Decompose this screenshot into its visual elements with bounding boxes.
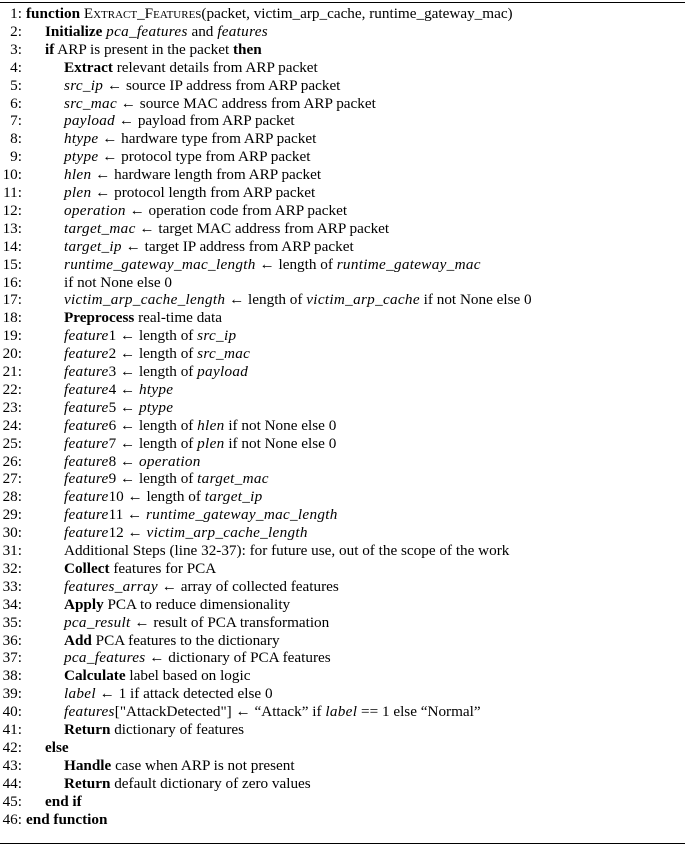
text-fragment: ← source IP address from ARP packet (103, 76, 341, 94)
line-number: 15: (2, 255, 22, 273)
line-number: 20: (2, 345, 22, 363)
algorithm-line (0, 739, 69, 757)
algorithm-line (0, 309, 222, 327)
line-number: 11: (3, 184, 22, 201)
algorithm-line (0, 703, 481, 721)
line-number: 23: (2, 398, 22, 416)
algorithm-line (0, 184, 315, 202)
variable: feature (64, 506, 109, 524)
line-number: 24: (2, 416, 22, 434)
line-number: 22: (2, 380, 22, 398)
line-text (26, 578, 339, 596)
text-fragment: if not None else 0 (419, 291, 532, 309)
line-text (26, 77, 340, 95)
variable: pca_features (64, 649, 146, 667)
keyword: end if (45, 792, 82, 810)
variable: feature (64, 327, 109, 345)
line-text (26, 811, 107, 829)
line-text (26, 220, 389, 238)
line-number: 10: (2, 166, 22, 184)
line-text (26, 309, 222, 327)
variable: src_ip (64, 76, 104, 94)
variable: feature (64, 470, 109, 488)
algorithm-line (0, 274, 172, 292)
line-text (26, 202, 347, 220)
line-text (26, 417, 336, 435)
line-number: 28: (2, 488, 22, 506)
variable: target_ip (204, 488, 263, 506)
line-number: 17: (2, 291, 22, 309)
algorithm-line (0, 77, 340, 95)
line-text (26, 739, 69, 757)
text-fragment: relevant details from ARP packet (112, 58, 318, 76)
variable: pca_features (106, 22, 188, 40)
variable: pca_result (64, 613, 131, 631)
algorithm-line (0, 721, 244, 739)
algorithm-line (0, 41, 262, 59)
text-fragment: ← hardware type from ARP packet (98, 130, 317, 148)
line-number: 43: (2, 756, 22, 774)
algorithm-line (0, 596, 290, 614)
line-number: 29: (2, 506, 22, 524)
variable: feature (64, 488, 109, 506)
line-number: 19: (2, 327, 22, 345)
algorithm-line (0, 399, 173, 417)
line-number: 9: (10, 148, 22, 166)
keyword: if (45, 40, 55, 58)
text-fragment: and (187, 22, 218, 40)
line-text (26, 381, 173, 399)
keyword: Return (64, 774, 111, 792)
variable: ptype (64, 148, 99, 166)
algorithm-line (0, 506, 338, 524)
text-fragment: ← protocol length from ARP packet (91, 184, 316, 201)
algorithm-line (0, 578, 339, 596)
line-text (26, 524, 308, 542)
algorithm-line (0, 488, 263, 506)
text-fragment: ← operation code from ARP packet (125, 201, 348, 219)
algorithm-line (0, 166, 321, 184)
variable: payload (197, 363, 249, 380)
line-number: 36: (2, 631, 22, 649)
algorithm-line (0, 775, 311, 793)
line-number: 41: (2, 721, 22, 738)
line-text (26, 256, 481, 274)
variable: operation (138, 452, 201, 470)
keyword: Collect (64, 559, 110, 577)
keyword: Handle (64, 756, 112, 774)
text-fragment: 3 ← length of (108, 363, 198, 380)
variable: label (64, 685, 96, 703)
line-text (26, 59, 318, 77)
line-number: 13: (2, 219, 22, 237)
text-fragment: 11 ← (108, 506, 146, 524)
line-text (26, 95, 376, 113)
line-number: 1: (10, 5, 22, 22)
variable: target_mac (197, 470, 269, 488)
keyword: Initialize (45, 22, 103, 40)
algorithm-line (0, 327, 236, 345)
variable: features (64, 703, 115, 721)
line-text (26, 596, 290, 614)
algorithm-line (0, 112, 295, 130)
text-fragment: 9 ← length of (108, 470, 198, 488)
text-fragment: 2 ← length of (108, 345, 198, 363)
line-number: 5: (10, 76, 22, 94)
line-number: 39: (2, 685, 22, 703)
line-number: 31: (2, 542, 22, 559)
algorithm-line (0, 667, 250, 685)
line-text (26, 41, 262, 59)
text-fragment: 4 ← (108, 380, 139, 398)
text-fragment: ← array of collected features (157, 577, 339, 595)
variable: payload (64, 112, 116, 130)
algorithm-line (0, 417, 336, 435)
text-fragment: == 1 else “Normal” (357, 703, 481, 721)
algorithm-line (0, 23, 268, 41)
algorithm-line (0, 256, 481, 274)
variable: feature (64, 434, 109, 452)
variable: src_mac (64, 94, 117, 112)
text-fragment: ← result of PCA transformation (130, 613, 330, 631)
text-fragment: ← dictionary of PCA features (145, 649, 331, 667)
line-text (26, 130, 316, 148)
bottom-rule (0, 843, 685, 844)
line-text (26, 560, 216, 578)
algorithm-line (0, 793, 82, 811)
variable: src_ip (197, 327, 237, 345)
line-text (26, 506, 338, 524)
line-text (26, 757, 295, 775)
variable: feature (64, 416, 109, 434)
algorithm-line (0, 148, 310, 166)
line-number: 21: (2, 363, 22, 380)
text-fragment: ← hardware length from ARP packet (91, 166, 322, 184)
text-fragment: ← source MAC address from ARP packet (117, 94, 376, 112)
line-text (26, 632, 280, 650)
variable: htype (64, 130, 99, 148)
keyword: Preprocess (64, 309, 135, 327)
text-fragment: PCA to reduce dimensionality (103, 595, 291, 613)
line-number: 44: (2, 774, 22, 792)
line-number: 2: (10, 22, 22, 40)
line-text (26, 721, 244, 739)
line-number: 35: (2, 613, 22, 631)
text-fragment: ← 1 if attack detected else 0 (95, 685, 273, 703)
keyword: Extract (64, 58, 113, 76)
algorithm-line (0, 811, 107, 829)
text-fragment: 10 ← length of (108, 488, 205, 506)
keyword: then (233, 40, 262, 58)
text-fragment: ← protocol type from ARP packet (98, 148, 311, 166)
line-text (26, 363, 248, 381)
line-text (26, 345, 250, 363)
line-number: 7: (10, 112, 22, 130)
text-fragment: if not None else 0 (224, 434, 337, 452)
algorithm-line (0, 649, 331, 667)
line-text (26, 291, 532, 309)
text-fragment: ← target MAC address from ARP packet (135, 219, 390, 237)
line-number: 12: (2, 201, 22, 219)
line-number: 27: (2, 470, 22, 488)
variable: target_ip (64, 237, 122, 255)
text-fragment: real-time data (134, 309, 222, 327)
line-text (26, 614, 329, 632)
line-text (26, 667, 250, 685)
line-text (26, 184, 315, 202)
line-text (26, 453, 201, 471)
line-number: 25: (2, 434, 22, 452)
variable: feature (64, 380, 109, 398)
line-number: 40: (2, 703, 22, 721)
text-fragment: ARP is present in the packet (54, 40, 233, 58)
algorithm-line (0, 220, 389, 238)
line-text (26, 685, 273, 703)
algorithm-line (0, 542, 509, 560)
algorithm-line (0, 470, 269, 488)
algorithm-line (0, 685, 273, 703)
line-text (26, 703, 481, 721)
line-number: 4: (10, 58, 22, 76)
variable: label (325, 703, 358, 721)
algorithm-line (0, 381, 173, 399)
text-fragment: ← target IP address from ARP packet (121, 237, 354, 255)
variable: features (217, 22, 268, 40)
keyword: Apply (64, 595, 104, 613)
line-text (26, 470, 269, 488)
variable: feature (64, 363, 109, 380)
line-number: 42: (2, 738, 22, 756)
line-number: 16: (2, 273, 22, 291)
algorithm-line (0, 614, 329, 632)
line-number: 14: (2, 237, 22, 255)
algorithm-line (0, 95, 376, 113)
top-rule (0, 2, 685, 3)
text-fragment: ["AttackDetected"] ← “Attack” if (114, 703, 326, 721)
variable: victim_arp_cache_length (146, 524, 308, 542)
text-fragment: features for PCA (109, 559, 217, 577)
variable: hlen (197, 416, 225, 434)
variable: ptype (138, 398, 174, 416)
text-fragment: 7 ← length of (108, 434, 198, 452)
line-text (26, 793, 82, 811)
text-fragment: 8 ← (108, 452, 139, 470)
keyword: end function (26, 810, 108, 828)
function-name: Extract_Features (83, 5, 202, 22)
line-number: 45: (2, 792, 22, 810)
line-number: 37: (2, 649, 22, 667)
line-text (26, 775, 311, 793)
text-fragment: (packet, victim_arp_cache, runtime_gateway_mac) (201, 5, 513, 22)
variable: feature (64, 452, 109, 470)
text-fragment: label based on logic (125, 667, 251, 685)
line-text (26, 542, 509, 560)
line-text (26, 435, 336, 453)
text-fragment: ← length of (255, 255, 337, 273)
line-text (26, 399, 173, 417)
text-fragment: 5 ← (108, 398, 139, 416)
variable: runtime_gateway_mac_length (64, 255, 256, 273)
text-fragment: PCA features to the dictionary (91, 631, 280, 649)
algorithm-line (0, 453, 201, 471)
algorithm-line (0, 5, 513, 23)
algorithm-line (0, 202, 347, 220)
algorithm-line (0, 130, 316, 148)
keyword: Return (64, 721, 111, 738)
text-fragment: 1 ← length of (108, 327, 198, 345)
algorithm-line (0, 757, 295, 775)
text-fragment: 6 ← length of (108, 416, 198, 434)
keyword: Calculate (64, 667, 126, 685)
line-number: 8: (10, 130, 22, 148)
algorithm-line (0, 632, 280, 650)
variable: victim_arp_cache (306, 291, 420, 309)
algorithm-line (0, 435, 336, 453)
algorithm-line (0, 59, 318, 77)
text-fragment: Additional Steps (line 32-37): for future use, out of the scope of the work (64, 542, 510, 559)
line-number: 6: (10, 94, 22, 112)
line-text (26, 488, 263, 506)
variable: runtime_gateway_mac (336, 255, 481, 273)
variable: feature (64, 524, 109, 542)
line-number: 38: (2, 667, 22, 685)
algorithm-line (0, 524, 308, 542)
line-text (26, 148, 310, 166)
text-fragment: if not None else 0 (64, 273, 172, 291)
line-number: 34: (2, 595, 22, 613)
line-number: 3: (10, 40, 22, 58)
text-fragment: ← length of (225, 291, 307, 309)
line-text (26, 649, 331, 667)
algorithm-line (0, 363, 248, 381)
variable: plen (197, 434, 225, 452)
line-text (26, 327, 236, 345)
algorithm-line (0, 560, 216, 578)
text-fragment: ← payload from ARP packet (115, 112, 295, 130)
algorithm-line (0, 238, 354, 256)
text-fragment: case when ARP is not present (111, 756, 295, 774)
variable: src_mac (197, 345, 251, 363)
variable: target_mac (64, 219, 136, 237)
keyword: else (45, 738, 69, 756)
line-number: 33: (2, 577, 22, 595)
line-text (26, 166, 321, 184)
variable: victim_arp_cache_length (64, 291, 226, 309)
line-text (26, 23, 268, 41)
algorithm-line (0, 291, 532, 309)
variable: features_array (64, 577, 158, 595)
variable: operation (64, 201, 126, 219)
line-text (26, 112, 295, 130)
line-number: 32: (2, 559, 22, 577)
variable: hlen (64, 166, 92, 184)
line-number: 46: (2, 810, 22, 828)
algorithm-line (0, 345, 250, 363)
variable: feature (64, 345, 109, 363)
text-fragment: if not None else 0 (224, 416, 337, 434)
variable: feature (64, 398, 109, 416)
variable: plen (64, 184, 92, 201)
keyword: function (26, 5, 81, 22)
variable: runtime_gateway_mac_length (145, 506, 338, 524)
text-fragment: 12 ← (108, 524, 147, 542)
line-number: 30: (2, 524, 22, 542)
text-fragment: default dictionary of zero values (110, 774, 311, 792)
variable: htype (138, 380, 174, 398)
text-fragment: dictionary of features (110, 721, 245, 738)
line-text (26, 5, 513, 23)
line-number: 26: (2, 452, 22, 470)
line-text (26, 274, 172, 292)
line-number: 18: (2, 309, 22, 327)
keyword: Add (64, 631, 92, 649)
line-text (26, 238, 354, 256)
